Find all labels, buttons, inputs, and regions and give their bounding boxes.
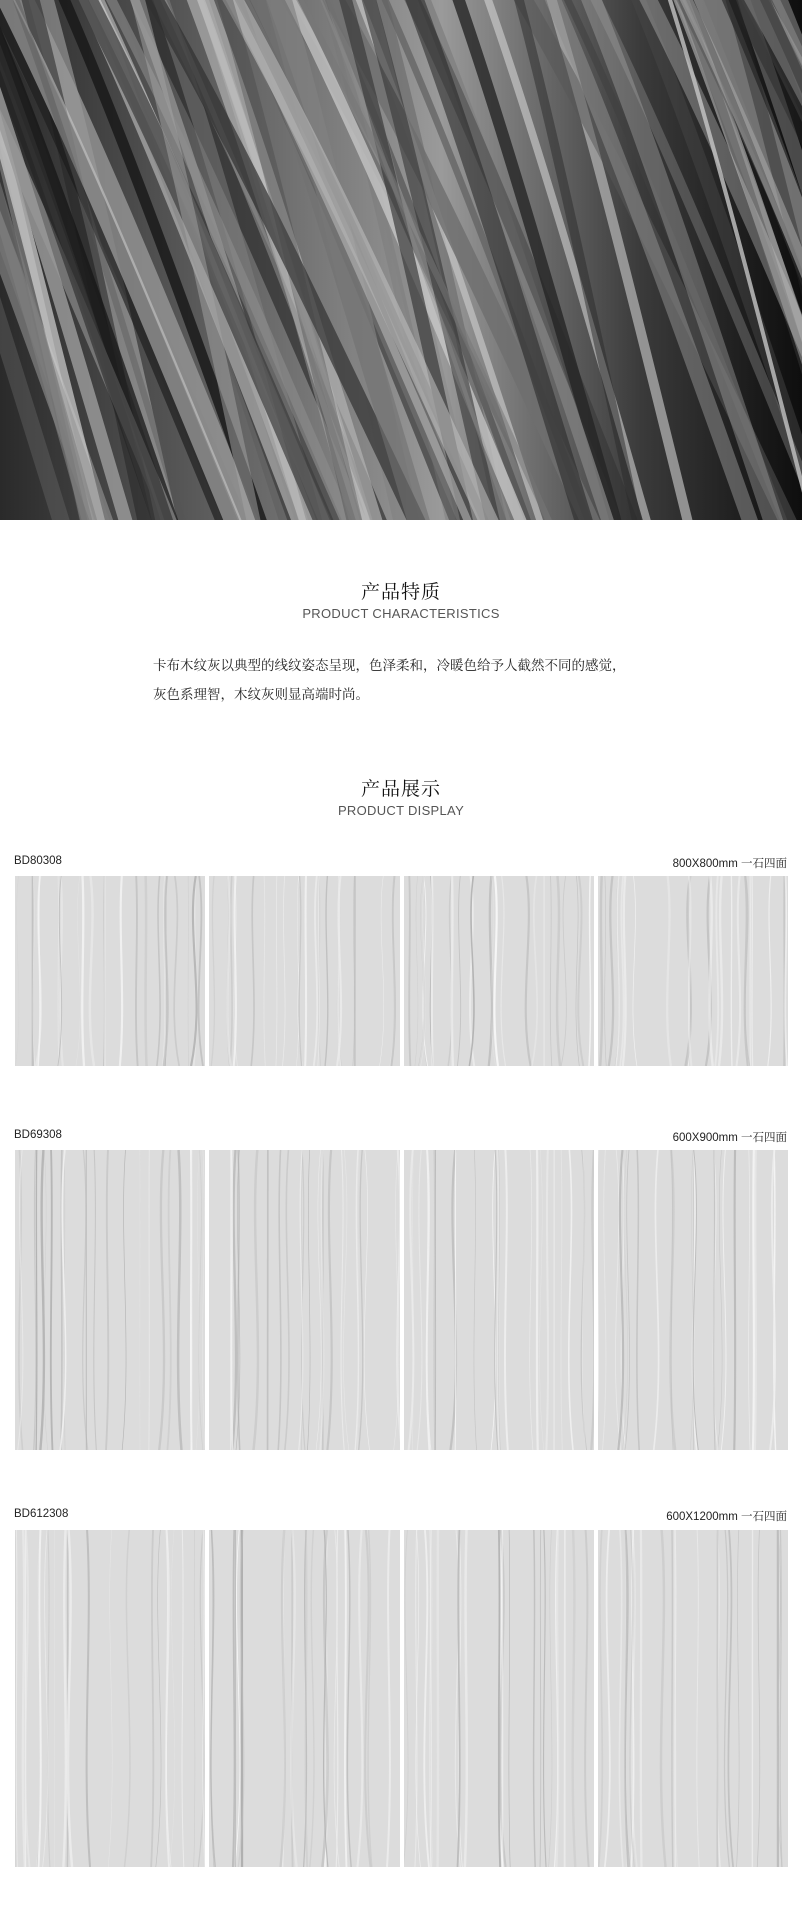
product-code: BD69308 [14, 1129, 62, 1141]
display-title-en: PRODUCT DISPLAY [337, 803, 465, 818]
tile-image [209, 1150, 399, 1450]
tile-image [404, 1530, 594, 1867]
product-size: 800X800mm 一石四面 [672, 858, 787, 870]
tile-image [209, 876, 399, 1066]
tile-image [598, 876, 788, 1066]
tree-bark-hero-image [0, 0, 802, 520]
description-line-1: 卡布木纹灰以典型的线纹姿态呈现，色泽柔和，冷暖色给予人截然不同的感觉， [153, 658, 626, 674]
characteristics-heading [0, 579, 802, 623]
product-code: BD612308 [14, 1508, 69, 1520]
characteristics-title-en: PRODUCT CHARACTERISTICS [302, 606, 500, 621]
tile-image [404, 876, 594, 1066]
tile-image [15, 876, 205, 1066]
tile-image [598, 1150, 788, 1450]
tile-row-bd80308 [15, 876, 788, 1066]
tree-bark-texture [0, 0, 802, 520]
tile-row-bd69308 [15, 1150, 788, 1450]
display-title-cn: 产品展示 [360, 778, 441, 800]
tile-image [15, 1150, 205, 1450]
tile-row-bd612308 [15, 1530, 788, 1867]
characteristics-title-cn: 产品特质 [360, 581, 441, 603]
tile-image [404, 1150, 594, 1450]
tile-image [15, 1530, 205, 1867]
product-size: 600X900mm 一石四面 [672, 1132, 787, 1144]
display-heading [0, 776, 802, 820]
characteristics-description [153, 652, 713, 710]
product-size: 600X1200mm 一石四面 [666, 1511, 787, 1523]
tile-image [209, 1530, 399, 1867]
description-line-2: 灰色系理智，木纹灰则显高端时尚。 [153, 687, 369, 703]
tile-image [598, 1530, 788, 1867]
product-code: BD80308 [14, 855, 62, 867]
